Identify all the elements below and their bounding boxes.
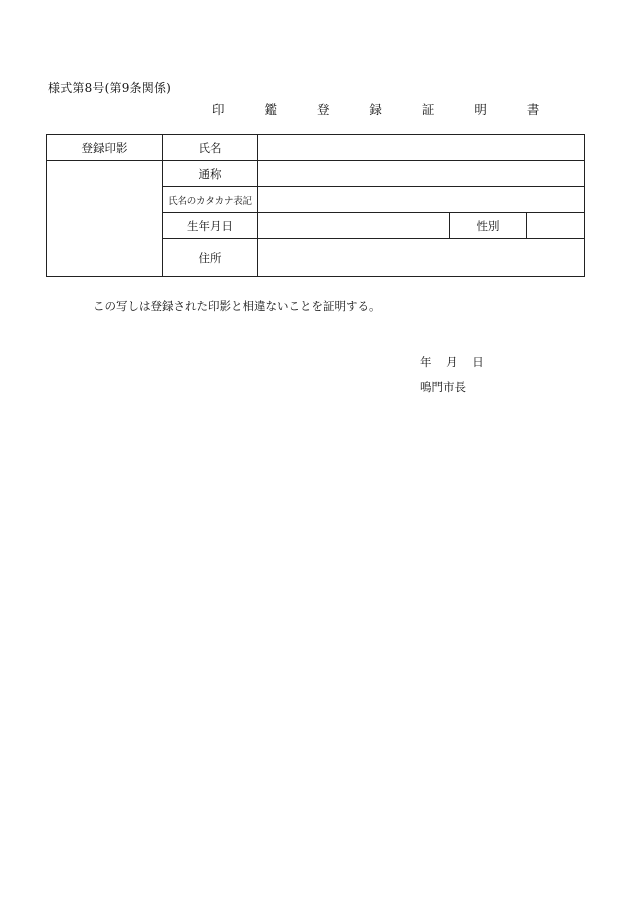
- table-row-header: [47, 135, 585, 161]
- alias-value-cell: [258, 161, 585, 187]
- certificate-table: [46, 134, 585, 277]
- gender-label: 性別: [450, 213, 527, 239]
- birthdate-value-cell: [258, 213, 450, 239]
- form-number: 様式第8号(第9条関係): [48, 81, 172, 95]
- birthdate-label: 生年月日: [163, 213, 258, 239]
- registered-seal-cell: [47, 161, 163, 277]
- address-label: 住所: [163, 239, 258, 277]
- katakana-value-cell: [258, 187, 585, 213]
- katakana-label: 氏名のカタカナ表記: [163, 187, 258, 213]
- address-value-cell: [258, 239, 585, 277]
- date-line: 年 月 日: [420, 355, 484, 369]
- alias-label: 通称: [163, 161, 258, 187]
- issuer-name: 鳴門市長: [420, 380, 466, 394]
- gender-value-cell: [527, 213, 585, 239]
- document-title: 印 鑑 登 録 証 明 書: [212, 102, 558, 117]
- registered-seal-label: 登録印影: [47, 135, 163, 161]
- name-value-cell: [258, 135, 585, 161]
- certification-statement: この写しは登録された印影と相違ないことを証明する。: [93, 299, 381, 313]
- table-row-alias: [47, 161, 585, 187]
- name-label: 氏名: [163, 135, 258, 161]
